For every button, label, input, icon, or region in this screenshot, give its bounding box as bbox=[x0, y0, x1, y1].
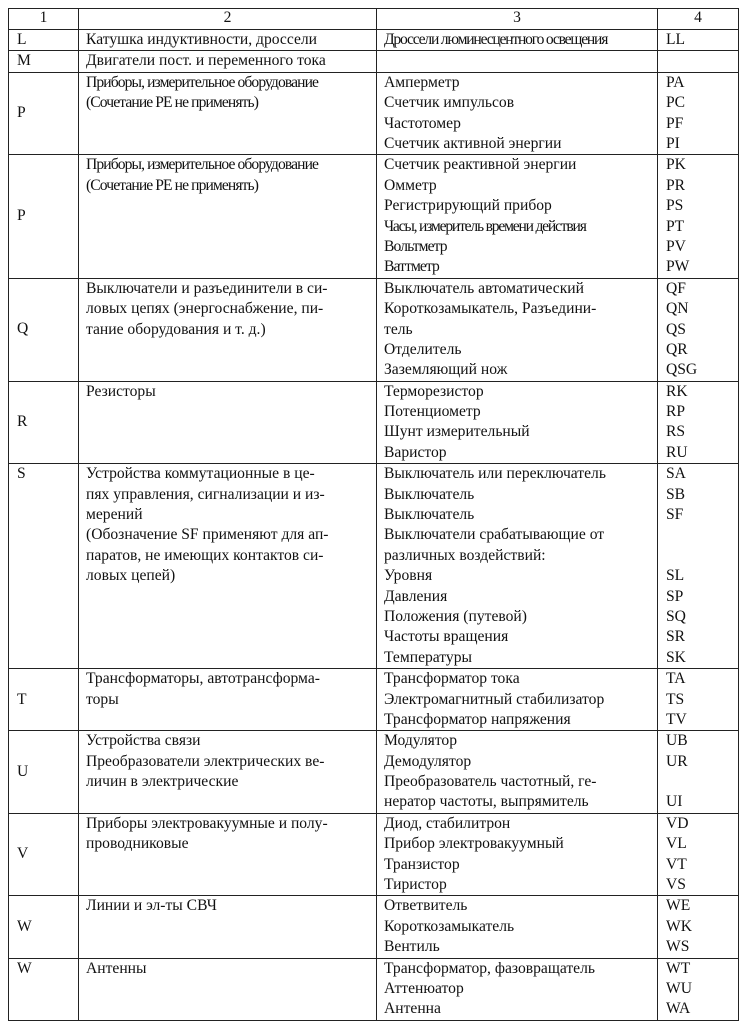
item-text: Выключатель bbox=[384, 485, 475, 503]
items-cell bbox=[377, 958, 658, 1020]
table-row bbox=[9, 669, 739, 731]
item-text: различных воздействий: bbox=[384, 546, 546, 564]
codes-cell bbox=[658, 51, 739, 72]
item-text: Трансформатор тока bbox=[384, 670, 520, 688]
table-row bbox=[9, 464, 739, 669]
code-text: WE bbox=[666, 897, 691, 915]
letter-code: R bbox=[9, 381, 79, 464]
letter-code: U bbox=[9, 731, 79, 814]
code-text: VS bbox=[666, 876, 686, 894]
table-row bbox=[9, 813, 739, 896]
item-text: Частоты вращения bbox=[384, 628, 509, 646]
code-text: VL bbox=[666, 835, 687, 853]
item-text: Демодулятор bbox=[384, 752, 472, 770]
item-text bbox=[384, 51, 651, 71]
item-text: Прибор электровакуумный bbox=[384, 835, 564, 853]
item-text: Счетчик импульсов bbox=[384, 94, 515, 112]
table-row bbox=[9, 958, 739, 1020]
item-text: Выключатели срабатывающие от bbox=[384, 526, 605, 544]
group-cell bbox=[79, 731, 377, 814]
group-text: Двигатели пост. и переменного тока bbox=[86, 52, 326, 70]
group-cell bbox=[79, 669, 377, 731]
code-text: LL bbox=[666, 31, 686, 48]
items-cell bbox=[377, 278, 658, 381]
codes-cell bbox=[658, 30, 739, 51]
group-text: (Сочетание PE не применять) bbox=[86, 176, 259, 194]
designation-table-page bbox=[8, 8, 739, 1021]
letter-code: W bbox=[9, 958, 79, 1020]
code-text: TV bbox=[666, 710, 687, 728]
item-text: Выключатель bbox=[384, 506, 475, 524]
code-text: PA bbox=[666, 73, 685, 91]
items-cell bbox=[377, 896, 658, 958]
item-text: Модулятор bbox=[384, 732, 458, 750]
item-text: Трансформатор, фазовращатель bbox=[384, 959, 595, 977]
letter-code: L bbox=[9, 30, 79, 51]
code-text: WU bbox=[666, 980, 692, 997]
item-text: Преобразователь частотный, ге- bbox=[384, 773, 597, 791]
table-row bbox=[9, 30, 739, 51]
column-header-1: 1 bbox=[9, 9, 79, 30]
codes-cell bbox=[658, 669, 739, 731]
codes-cell bbox=[658, 813, 739, 896]
code-text bbox=[666, 546, 732, 566]
item-text: Выключатель или переключатель bbox=[384, 465, 606, 483]
group-text: Резисторы bbox=[86, 382, 156, 400]
table-row bbox=[9, 381, 739, 464]
codes-cell bbox=[658, 464, 739, 669]
item-text: Дроссели люминесцентного освещения bbox=[384, 31, 608, 48]
code-text: VD bbox=[666, 814, 689, 832]
codes-cell bbox=[658, 278, 739, 381]
code-text: VT bbox=[666, 855, 687, 873]
code-text: PW bbox=[666, 258, 690, 276]
items-cell bbox=[377, 30, 658, 51]
group-cell bbox=[79, 813, 377, 896]
code-text: QSG bbox=[666, 361, 698, 379]
code-text: PF bbox=[666, 114, 684, 132]
letter-code: P bbox=[9, 155, 79, 278]
items-cell bbox=[377, 669, 658, 731]
code-text: QF bbox=[666, 279, 686, 297]
item-text: Вентиль bbox=[384, 938, 440, 956]
group-cell bbox=[79, 30, 377, 51]
code-text: SR bbox=[666, 628, 686, 646]
codes-cell bbox=[658, 958, 739, 1020]
group-text: Приборы, измерительное оборудование bbox=[86, 73, 319, 91]
group-cell bbox=[79, 381, 377, 464]
group-text: ловых цепях (энергоснабжение, пи- bbox=[86, 300, 324, 318]
group-text: торы bbox=[86, 690, 119, 708]
group-text: Преобразователи электрических ве- bbox=[86, 752, 325, 770]
code-text: WS bbox=[666, 938, 690, 956]
item-text: Короткозамыкатель bbox=[384, 917, 515, 935]
group-text: Катушка индуктивности, дроссели bbox=[86, 31, 318, 48]
group-text: Выключатели и разъединители в си- bbox=[86, 279, 328, 297]
item-text: Положения (путевой) bbox=[384, 607, 527, 625]
group-text: Приборы электровакуумные и полу- bbox=[86, 814, 328, 832]
group-text: (Обозначение SF применяют для ап- bbox=[86, 526, 329, 544]
item-text: Выключатель автоматический bbox=[384, 279, 584, 297]
items-cell bbox=[377, 72, 658, 155]
code-text bbox=[666, 772, 732, 792]
code-text bbox=[666, 525, 732, 545]
item-text: Потенциометр bbox=[384, 403, 481, 421]
item-text: Частотомер bbox=[384, 114, 461, 132]
group-text: Трансформаторы, автотрансформа- bbox=[86, 670, 320, 688]
item-text: Аттенюатор bbox=[384, 980, 464, 997]
code-text: QS bbox=[666, 320, 686, 338]
item-text: Часы, измеритель времени действия bbox=[384, 217, 586, 235]
letter-code: M bbox=[9, 51, 79, 72]
group-cell bbox=[79, 72, 377, 155]
letter-code: W bbox=[9, 896, 79, 958]
group-text: личин в электрические bbox=[86, 773, 239, 791]
code-text: RU bbox=[666, 443, 688, 461]
group-text: Антенны bbox=[86, 959, 147, 977]
letter-code: Q bbox=[9, 278, 79, 381]
group-text: Устройства связи bbox=[86, 732, 201, 750]
group-text: (Сочетание PE не применять) bbox=[86, 94, 259, 112]
group-text: паратов, не имеющих контактов си- bbox=[86, 546, 324, 564]
code-text: PR bbox=[666, 176, 686, 194]
code-text: PV bbox=[666, 237, 686, 255]
header-row bbox=[9, 9, 739, 30]
group-cell bbox=[79, 896, 377, 958]
item-text: Электромагнитный стабилизатор bbox=[384, 690, 605, 708]
code-text: WK bbox=[666, 917, 692, 935]
codes-cell bbox=[658, 72, 739, 155]
item-text: Антенна bbox=[384, 1000, 441, 1018]
item-text: Счетчик реактивной энергии bbox=[384, 156, 577, 174]
group-cell bbox=[79, 155, 377, 278]
code-text: PK bbox=[666, 156, 686, 174]
table-row bbox=[9, 896, 739, 958]
items-cell bbox=[377, 731, 658, 814]
code-text: SK bbox=[666, 648, 686, 666]
code-text: UB bbox=[666, 732, 688, 750]
group-cell bbox=[79, 958, 377, 1020]
code-text bbox=[666, 51, 732, 71]
group-cell bbox=[79, 51, 377, 72]
letter-code: T bbox=[9, 669, 79, 731]
item-text: Ваттметр bbox=[384, 258, 439, 276]
group-cell bbox=[79, 278, 377, 381]
group-text: тание оборудования и т. д.) bbox=[86, 320, 266, 338]
code-text: WA bbox=[666, 1000, 691, 1018]
item-text: Трансформатор напряжения bbox=[384, 710, 571, 728]
letter-code: S bbox=[9, 464, 79, 669]
column-header-3: 3 bbox=[377, 9, 658, 30]
code-text: SQ bbox=[666, 607, 686, 625]
codes-cell bbox=[658, 381, 739, 464]
code-text: TA bbox=[666, 670, 686, 688]
group-text: Устройства коммутационные в це- bbox=[86, 465, 315, 483]
code-text: SL bbox=[666, 567, 685, 585]
group-text: Линии и эл-ты СВЧ bbox=[86, 897, 217, 915]
column-header-4: 4 bbox=[658, 9, 739, 30]
items-cell bbox=[377, 464, 658, 669]
items-cell bbox=[377, 813, 658, 896]
item-text: Тиристор bbox=[384, 876, 447, 894]
code-text: SB bbox=[666, 485, 686, 503]
item-text: Температуры bbox=[384, 648, 472, 666]
item-text: нератор частоты, выпрямитель bbox=[384, 793, 589, 811]
group-text: пях управления, сигнализации и из- bbox=[86, 485, 325, 503]
item-text: Регистрирующий прибор bbox=[384, 197, 552, 215]
table-row bbox=[9, 51, 739, 72]
code-text: PT bbox=[666, 217, 685, 235]
item-text: Диод, стабилитрон bbox=[384, 814, 511, 832]
item-text: Короткозамыкатель, Разъедини- bbox=[384, 300, 597, 318]
codes-cell bbox=[658, 731, 739, 814]
code-text: WT bbox=[666, 959, 691, 977]
table-row bbox=[9, 155, 739, 278]
code-text: PI bbox=[666, 134, 680, 152]
item-text: Уровня bbox=[384, 567, 433, 585]
table-row bbox=[9, 72, 739, 155]
letter-code: P bbox=[9, 72, 79, 155]
table-row bbox=[9, 278, 739, 381]
items-cell bbox=[377, 155, 658, 278]
codes-cell bbox=[658, 896, 739, 958]
code-text: SA bbox=[666, 465, 686, 483]
group-cell bbox=[79, 464, 377, 669]
code-text: UI bbox=[666, 793, 683, 811]
group-text: мерений bbox=[86, 506, 143, 524]
item-text: Счетчик активной энергии bbox=[384, 134, 562, 152]
code-text: RK bbox=[666, 382, 688, 400]
code-text: UR bbox=[666, 752, 688, 770]
code-text: TS bbox=[666, 690, 685, 708]
group-text: ловых цепей) bbox=[86, 567, 176, 585]
code-text: PC bbox=[666, 94, 686, 112]
letter-code: V bbox=[9, 813, 79, 896]
item-text: Вольтметр bbox=[384, 237, 447, 255]
item-text: Заземляющий нож bbox=[384, 361, 508, 379]
item-text: тель bbox=[384, 320, 413, 338]
code-text: RS bbox=[666, 423, 686, 441]
code-text: SP bbox=[666, 587, 684, 605]
designation-table bbox=[8, 8, 739, 1021]
items-cell bbox=[377, 381, 658, 464]
item-text: Шунт измерительный bbox=[384, 423, 530, 441]
code-text: RP bbox=[666, 403, 686, 421]
item-text: Варистор bbox=[384, 443, 447, 461]
item-text: Отделитель bbox=[384, 340, 462, 358]
item-text: Ответвитель bbox=[384, 897, 468, 915]
code-text: QR bbox=[666, 340, 688, 358]
item-text: Давления bbox=[384, 587, 448, 605]
codes-cell bbox=[658, 155, 739, 278]
code-text: SF bbox=[666, 506, 684, 524]
group-text: проводниковые bbox=[86, 835, 189, 853]
group-text: Приборы, измерительное оборудование bbox=[86, 156, 319, 174]
code-text: PS bbox=[666, 197, 684, 215]
column-header-2: 2 bbox=[79, 9, 377, 30]
item-text: Омметр bbox=[384, 176, 437, 194]
item-text: Амперметр bbox=[384, 73, 460, 91]
item-text: Терморезистор bbox=[384, 382, 484, 400]
items-cell bbox=[377, 51, 658, 72]
code-text: QN bbox=[666, 300, 689, 318]
item-text: Транзистор bbox=[384, 855, 460, 873]
table-row bbox=[9, 731, 739, 814]
